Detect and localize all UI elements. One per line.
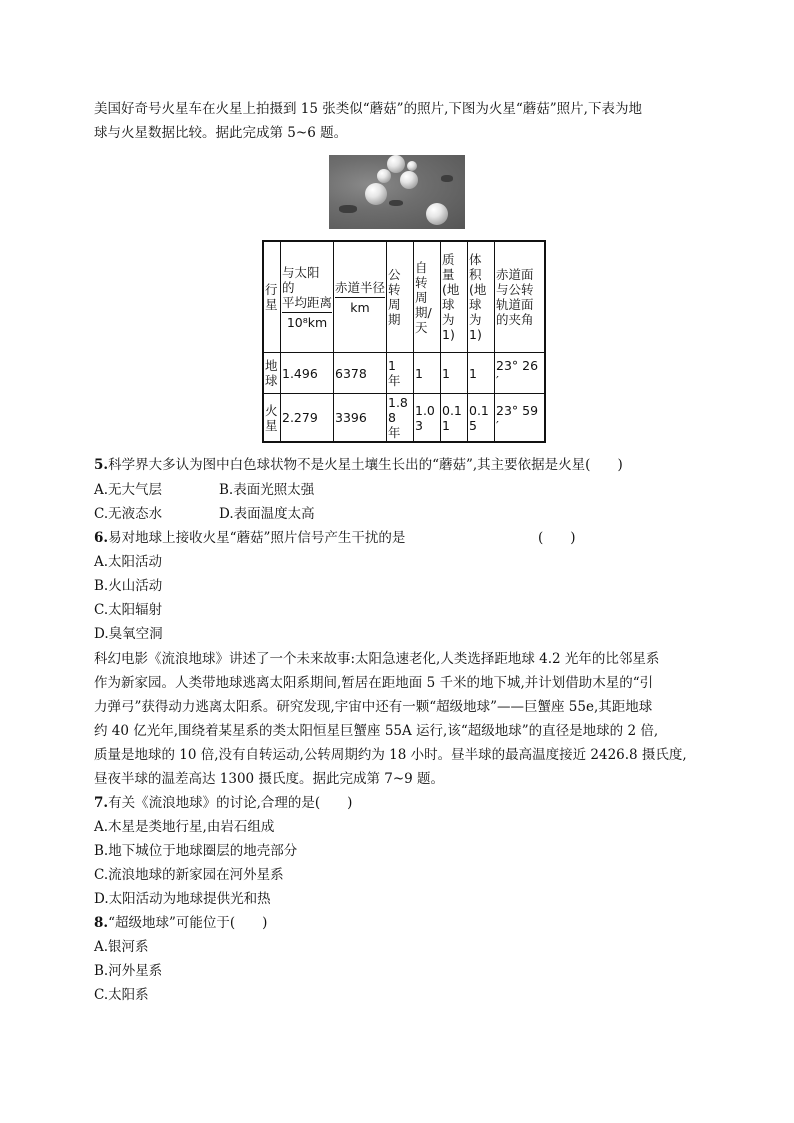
rock-shadow	[339, 205, 357, 213]
intro2-line1: 科幻电影《流浪地球》讲述了一个未来故事:太阳急速老化,人类选择距地球 4.2 光年的比邻星系	[94, 651, 660, 667]
option-d: D.表面温度太高	[219, 506, 315, 522]
cell-planet: 地 球	[263, 353, 281, 394]
question-8-stem	[94, 914, 267, 932]
cell-distance: 2.279	[281, 394, 334, 443]
rock-shadow	[389, 200, 403, 206]
question-8-option-b: B.河外星系	[94, 963, 163, 979]
question-number: 6.	[94, 530, 109, 546]
question-text: 科学界大多认为图中白色球状物不是火星土壤生长出的“蘑菇”,其主要依据是火星( )	[108, 457, 623, 473]
header-revolution: 公 转 周 期	[387, 241, 414, 353]
header-radius	[334, 241, 387, 353]
question-6-option-a: A.太阳活动	[94, 554, 163, 570]
cell-revolution: 1.8 8 年	[387, 394, 414, 443]
intro2-line6: 昼夜半球的温差高达 1300 摄氏度。据此完成第 7~9 题。	[94, 771, 445, 787]
cell-angle: 23° 59 ′	[495, 394, 546, 443]
cell-radius: 6378	[334, 353, 387, 394]
header-distance-text: 与太阳 的 平均距离	[282, 264, 333, 310]
question-text: 有关《流浪地球》的讨论,合理的是( )	[108, 795, 353, 811]
white-sphere	[377, 169, 391, 183]
intro2-line5: 质量是地球的 10 倍,没有自转运动,公转周期约为 18 小时。昼半球的最高温度接近 2426.8 摄氏度,	[94, 747, 687, 763]
white-sphere	[426, 203, 448, 225]
header-mass: 质 量 (地 球 为 1)	[441, 241, 468, 353]
question-5-stem	[94, 456, 623, 474]
intro2-line3: 力弹弓”获得动力逃离太阳系。研究发现,宇宙中还有一颗“超级地球”——巨蟹座 55e,其距地球	[94, 699, 653, 715]
intro2-line2: 作为新家园。人类带地球逃离太阳系期间,暂居在距地面 5 千米的地下城,并计划借助木星的“引	[94, 675, 654, 691]
white-sphere	[387, 155, 405, 173]
question-5-options-ab	[94, 481, 314, 499]
cell-volume: 0.1 5	[468, 394, 495, 443]
question-number: 5.	[94, 457, 109, 473]
question-6-option-b: B.火山活动	[94, 578, 163, 594]
table-row-earth	[263, 353, 545, 394]
question-number: 7.	[94, 795, 109, 811]
mars-mushroom-photo	[329, 155, 465, 229]
rock-shadow	[441, 175, 453, 182]
white-sphere	[365, 183, 387, 205]
question-7-stem	[94, 794, 352, 812]
option-b: B.表面光照太强	[219, 482, 315, 498]
table-header-row	[263, 241, 545, 353]
cell-rotation: 1.0 3	[414, 394, 441, 443]
cell-revolution: 1 年	[387, 353, 414, 394]
question-5-options-cd	[94, 505, 315, 523]
question-text: 易对地球上接收火星“蘑菇”照片信号产生干扰的是	[108, 530, 406, 546]
answer-bracket: ( )	[538, 530, 576, 546]
question-7-option-d: D.太阳活动为地球提供光和热	[94, 891, 271, 907]
header-planet: 行 星	[263, 241, 281, 353]
cell-rotation: 1	[414, 353, 441, 394]
cell-volume: 1	[468, 353, 495, 394]
table-row-mars	[263, 394, 545, 443]
cell-mass: 1	[441, 353, 468, 394]
header-volume: 体 积 (地 球 为 1)	[468, 241, 495, 353]
option-a: A.无大气层	[94, 482, 163, 498]
intro1-line2: 球与火星数据比较。据此完成第 5~6 题。	[94, 125, 348, 141]
question-8-option-a: A.银河系	[94, 939, 149, 955]
question-6-stem	[94, 529, 576, 547]
question-7-option-b: B.地下城位于地球圈层的地壳部分	[94, 843, 298, 859]
header-rotation: 自 转 周 期/ 天	[414, 241, 441, 353]
question-text: “超级地球”可能位于( )	[108, 915, 268, 931]
option-c: C.无液态水	[94, 506, 163, 522]
header-distance-unit: 10⁸km	[282, 312, 332, 330]
question-number: 8.	[94, 915, 109, 931]
question-7-option-a: A.木星是类地行星,由岩石组成	[94, 819, 275, 835]
header-radius-text: 赤道半径	[335, 279, 386, 295]
question-6-option-c: C.太阳辐射	[94, 602, 163, 618]
cell-radius: 3396	[334, 394, 387, 443]
white-sphere	[400, 171, 418, 189]
header-distance	[281, 241, 334, 353]
cell-mass: 0.1 1	[441, 394, 468, 443]
question-8-option-c: C.太阳系	[94, 987, 149, 1003]
white-sphere	[407, 161, 417, 171]
question-6-option-d: D.臭氧空洞	[94, 626, 163, 642]
header-angle: 赤道面 与公转 轨道面 的夹角	[495, 241, 546, 353]
intro2-line4: 约 40 亿光年,围绕着某星系的类太阳恒星巨蟹座 55A 运行,该“超级地球”的直径是地球的 2 倍,	[94, 723, 659, 739]
cell-distance: 1.496	[281, 353, 334, 394]
question-7-option-c: C.流浪地球的新家园在河外星系	[94, 867, 284, 883]
intro1-line1: 美国好奇号火星车在火星上拍摄到 15 张类似“蘑菇”的照片,下图为火星“蘑菇”照片,下表为地	[94, 101, 642, 117]
cell-planet: 火 星	[263, 394, 281, 443]
cell-angle: 23° 26 ′	[495, 353, 546, 394]
header-radius-unit: km	[335, 297, 385, 315]
earth-mars-comparison-table	[262, 240, 546, 443]
